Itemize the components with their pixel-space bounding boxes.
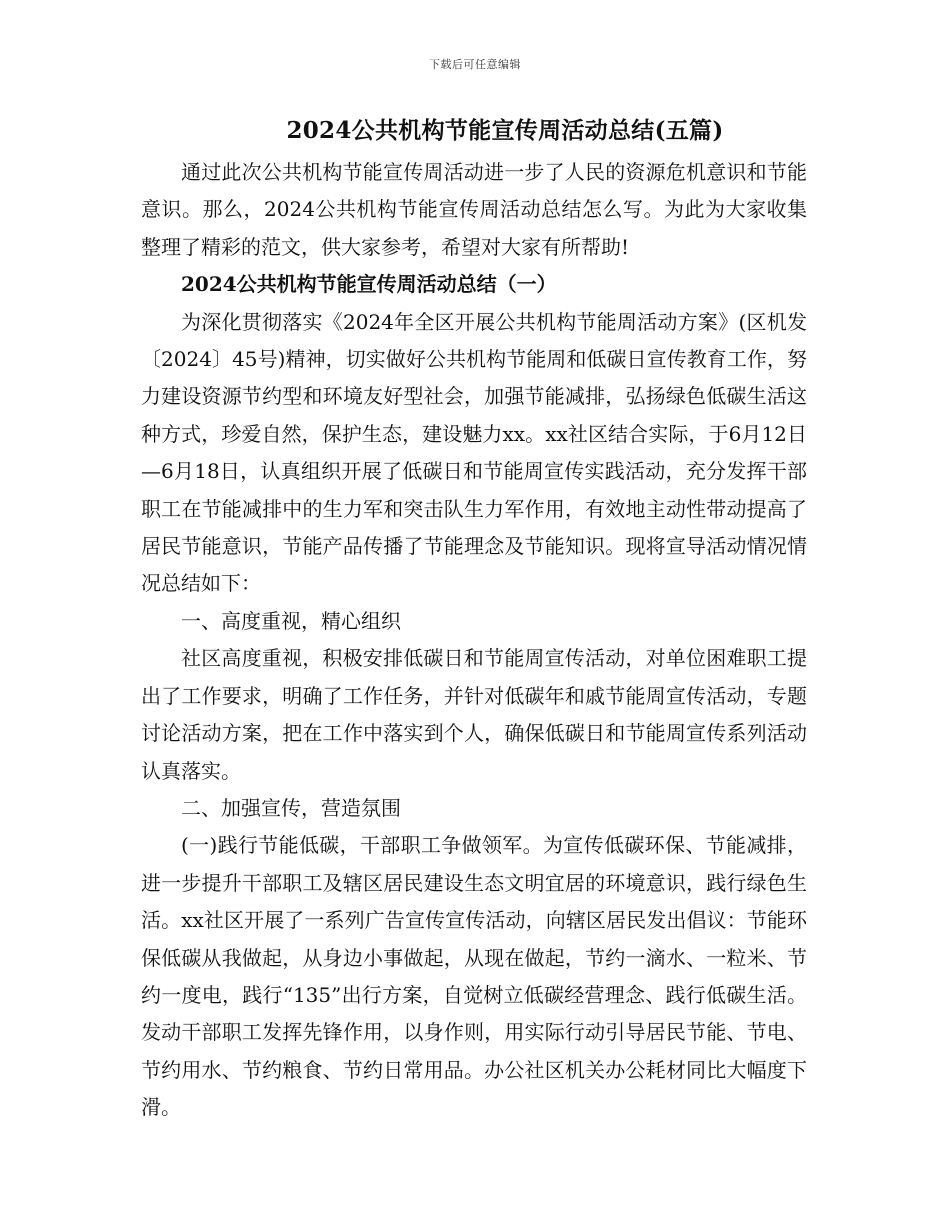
body-paragraph: 一、高度重视，精心组织	[181, 608, 401, 633]
document-body	[141, 154, 807, 1127]
body-paragraph: (一)践行节能低碳，干部职工争做领军。为宣传低碳环保、节能减排，进一步提升干部职工及辖区居民建设生态文明宜居的环境意识，践行绿色生活。xx社区开展了一系列广告宣传宣传活动，向辖区居民发出倡议：节能环保低碳从我做起，从身边小事做起，从现在做起，节约一滴水、一粒米、节约一度电，践行“135”出行方案，自觉树立低碳经营理念、践行低碳生活。发动干部职工发挥先锋作用，以身作则，用实际行动引导居民节能、节电、节约用水、节约粮食、节约日常用品。办公社区机关办公耗材同比大幅度下滑。	[141, 833, 807, 1120]
body-paragraph: 社区高度重视，积极安排低碳日和节能周宣传活动，对单位困难职工提出了工作要求，明确了工作任务，并针对低碳年和戚节能周宣传活动，专题讨论活动方案，把在工作中落实到个人，确保低碳日和节能周宣传系列活动认真落实。	[141, 646, 807, 783]
document-title: 2024公共机构节能宣传周活动总结(五篇)	[286, 117, 724, 144]
body-paragraph: 二、加强宣传，营造氛围	[181, 795, 401, 820]
section-heading: 2024公共机构节能宣传周活动总结（一）	[181, 272, 557, 297]
body-paragraph: 为深化贯彻落实《2024年全区开展公共机构节能周活动方案》(区机发〔2024〕45号)精神，切实做好公共机构节能周和低碳日宣传教育工作，努力建设资源节约型和环境友好型社会，加强节能减排，弘扬绿色低碳生活这种方式，珍爱自然，保护生态，建设魅力xx。xx社区结合实际，于6月12日—6月18日，认真组织开展了低碳日和节能周宣传实践活动，充分发挥干部职工在节能减排中的生力军和突击队生力军作用，有效地主动性带动提高了居民节能意识，节能产品传播了节能理念及节能知识。现将宣导活动情况情况总结如下：	[141, 309, 807, 596]
header-note: 下载后可任意编辑	[429, 58, 521, 71]
body-paragraph: 通过此次公共机构节能宣传周活动进一步了人民的资源危机意识和节能意识。那么，2024公共机构节能宣传周活动总结怎么写。为此为大家收集整理了精彩的范文，供大家参考，希望对大家有所帮助!	[141, 160, 807, 259]
